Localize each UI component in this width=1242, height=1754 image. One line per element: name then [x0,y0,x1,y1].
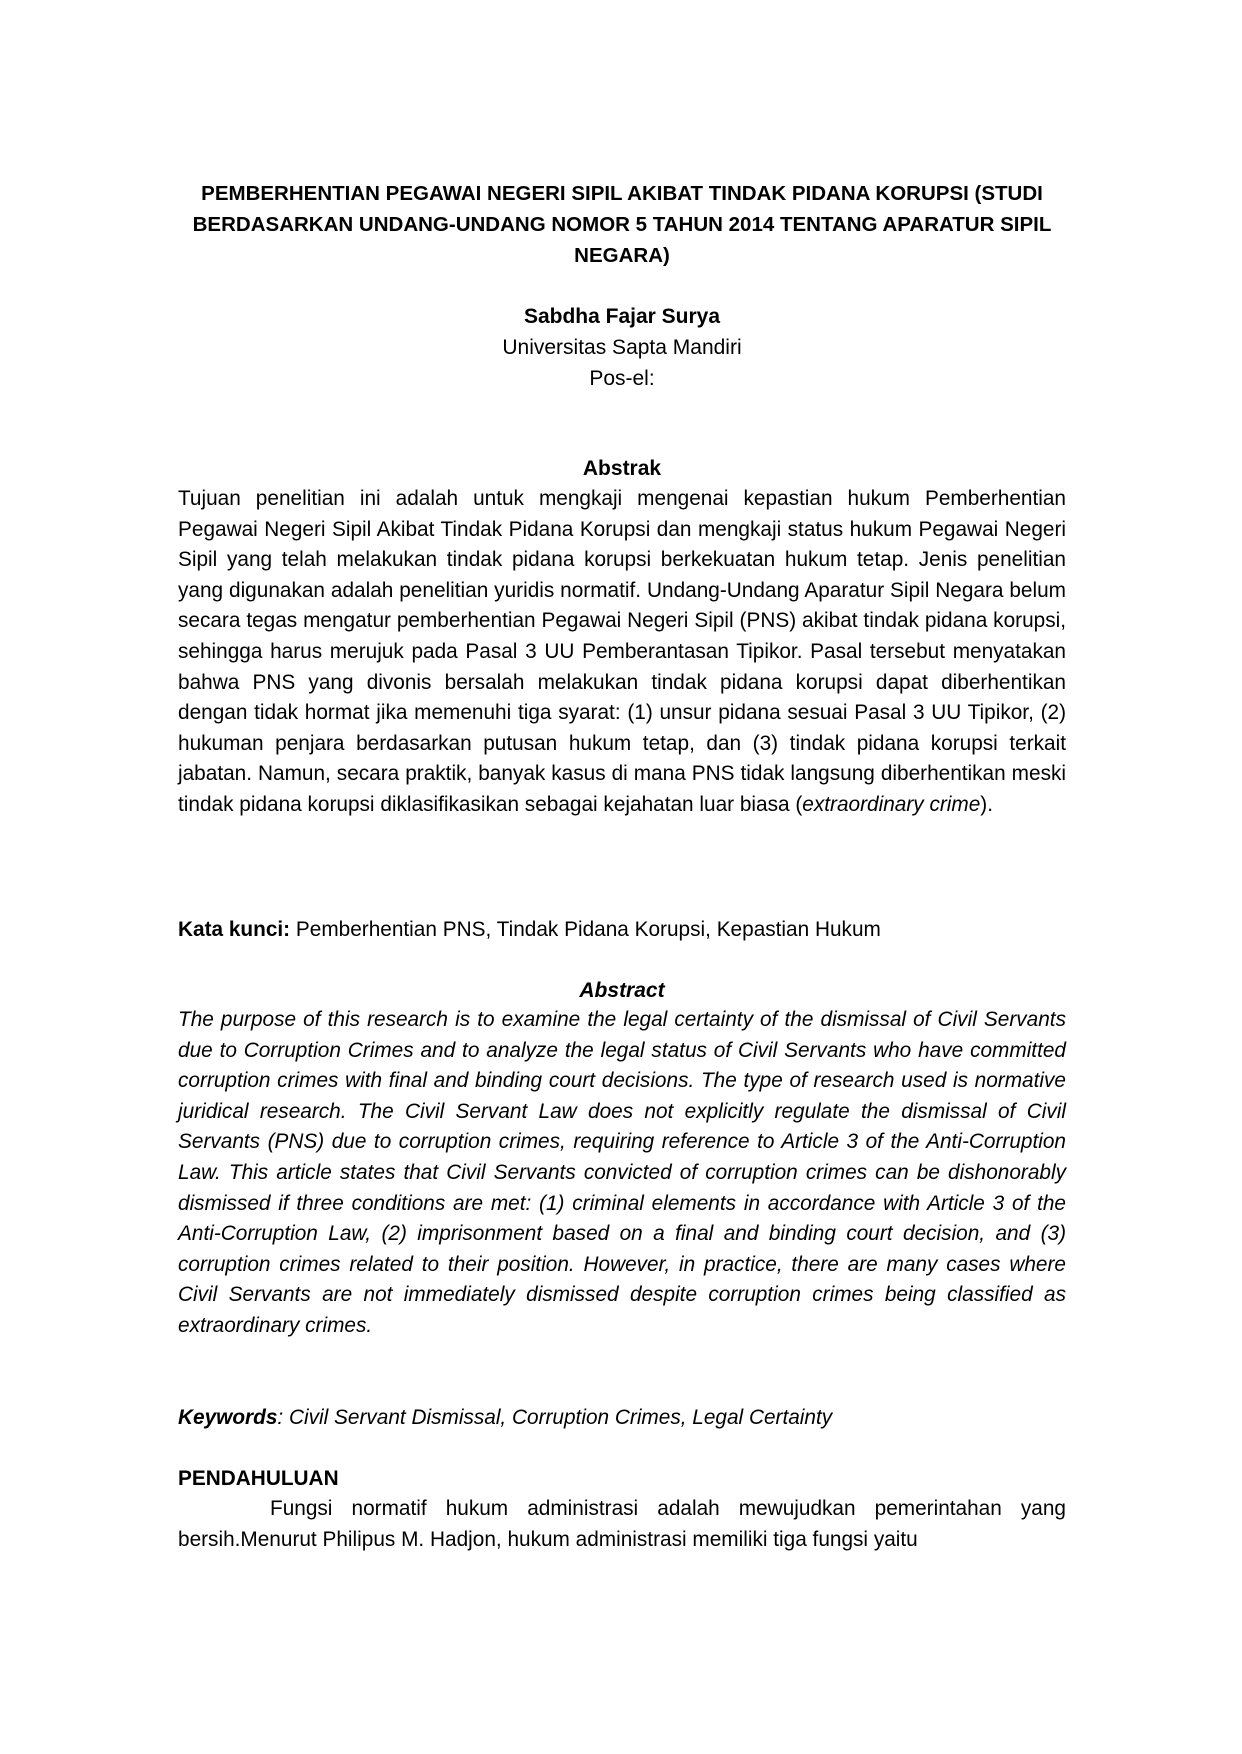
kata-kunci [178,914,1066,945]
keywords-value: : Civil Servant Dismissal, Corruption Crimes, Legal Certainty [277,1406,833,1429]
paper-title: PEMBERHENTIAN PEGAWAI NEGERI SIPIL AKIBAT TINDAK PIDANA KORUPSI (STUDI BERDASARKAN UNDANG-UNDANG NOMOR 5 TAHUN 2014 TENTANG APARATUR SIPIL NEGARA) [192,182,1052,267]
abstrak-body-text: Tujuan penelitian ini adalah untuk mengkaji mengenai kepastian hukum Pemberhentian Pegawai Negeri Sipil Akibat Tindak Pidana Korupsi dan mengkaji status hukum Pegawai Negeri Sipil yang telah melakukan tindak pidana korupsi berkekuatan hukum tetap. Jenis penelitian yang digunakan adalah penelitian yuridis normatif. Undang-Undang Aparatur Sipil Negara belum secara tegas mengatur pemberhentian Pegawai Negeri Sipil (PNS) akibat tindak pidana korupsi, sehingga harus merujuk pada Pasal 3 UU Pemberantasan Tipikor. Pasal tersebut menyatakan bahwa PNS yang divonis bersalah melakukan tindak pidana korupsi dapat diberhentikan dengan tidak hormat jika memenuhi tiga syarat: (1) unsur pidana sesuai Pasal 3 UU Tipikor, (2) hukuman penjara berdasarkan putusan hukum tetap, dan (3) tindak pidana korupsi terkait jabatan. Namun, secara praktik, banyak kasus di mana PNS tidak langsung diberhentikan meski tindak pidana korupsi diklasifikasikan sebagai kejahatan luar biasa ( [178,487,1066,816]
keywords [178,1402,1066,1433]
author-email-label: Pos-el: [589,367,655,390]
abstrak-heading: Abstrak [582,457,662,480]
abstrak-body [178,484,1066,821]
keywords-label: Keywords [178,1406,278,1429]
pendahuluan-heading: PENDAHULUAN [178,1467,339,1490]
pendahuluan-body: Fungsi normatif hukum administrasi adalah mewujudkan pemerintahan yang bersih.Menurut Philipus M. Hadjon, hukum administrasi memiliki tiga fungsi yaitu [178,1497,1066,1551]
author-affiliation: Universitas Sapta Mandiri [502,336,742,359]
kata-kunci-value: Pemberhentian PNS, Tindak Pidana Korupsi, Kepastian Hukum [290,918,881,941]
author-name: Sabdha Fajar Surya [523,305,721,328]
abstrak-body-end: ). [980,792,993,816]
author-block [178,301,1066,394]
abstract-body: The purpose of this research is to examine the legal certainty of the dismissal of Civil Servants due to Corruption Crimes and to analyze the legal status of Civil Servants who have committed corruption crimes with final and binding court decisions. The type of research used is normative juridical research. The Civil Servant Law does not explicitly regulate the dismissal of Civil Servants (PNS) due to corruption crimes, requiring reference to Article 3 of the Anti-Corruption Law. This article states that Civil Servants convicted of corruption crimes can be dishonorably dismissed if three conditions are met: (1) criminal elements in accordance with Article 3 of the Anti-Corruption Law, (2) imprisonment based on a final and binding court decision, and (3) corruption crimes related to their position. However, in practice, there are many cases where Civil Servants are not immediately dismissed despite corruption crimes being classified as extraordinary crimes. [178,1008,1066,1337]
abstrak-body-italic: extraordinary crime [802,792,981,816]
abstract-heading: Abstract [579,979,665,1002]
kata-kunci-label: Kata kunci: [178,918,291,941]
